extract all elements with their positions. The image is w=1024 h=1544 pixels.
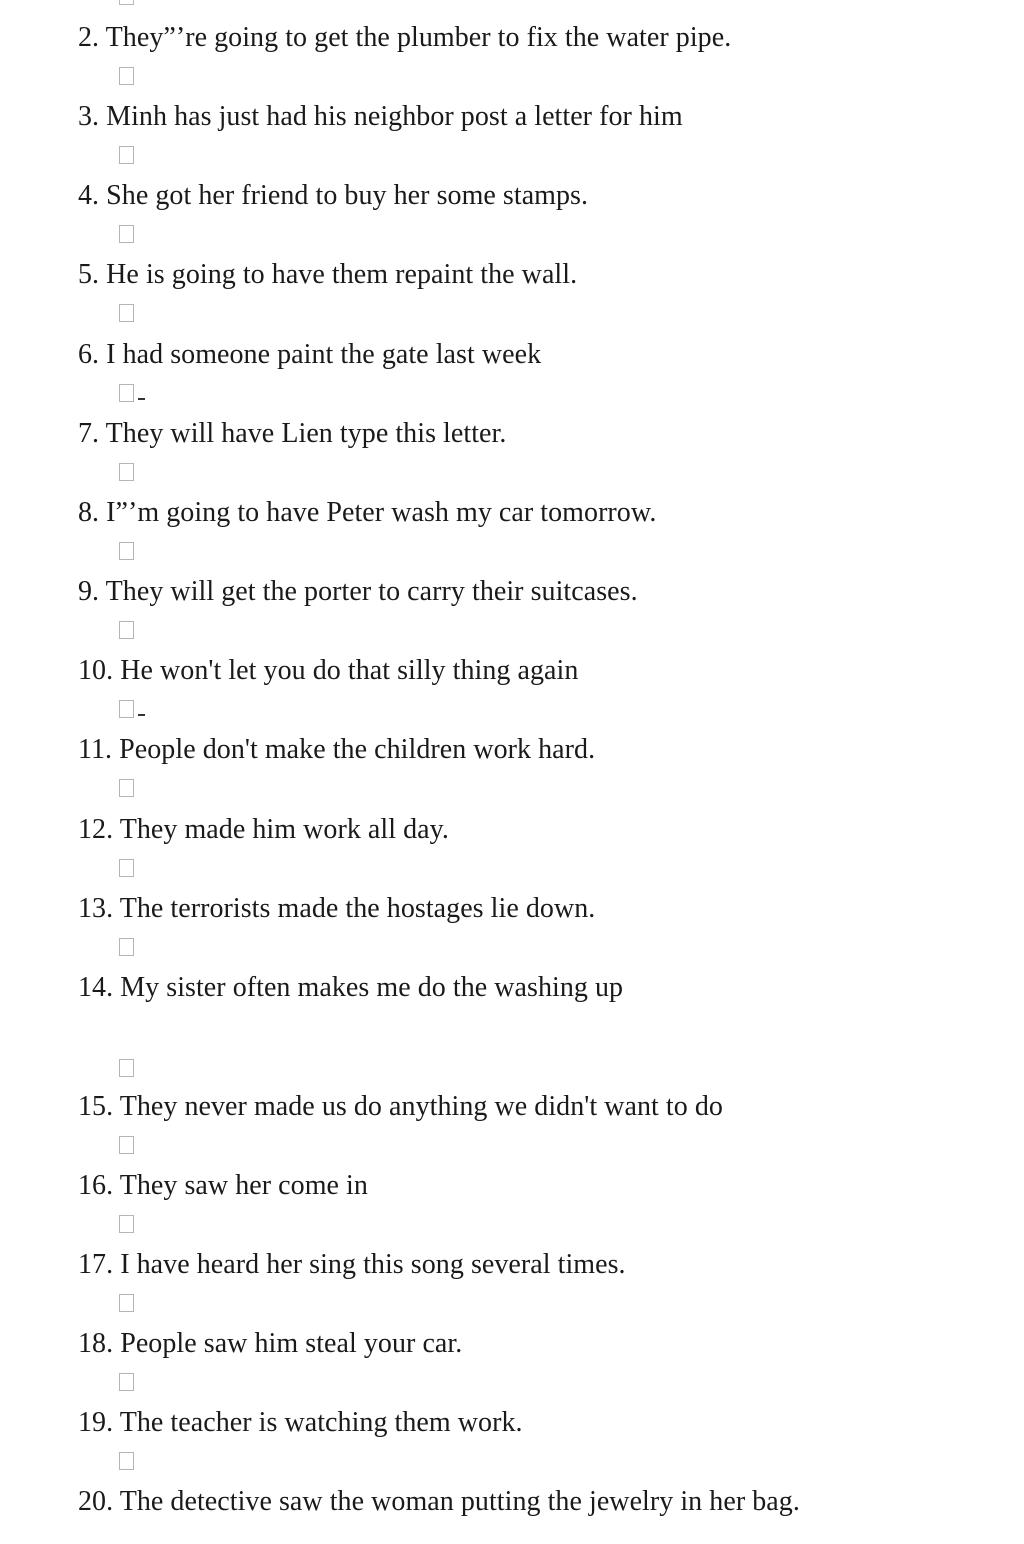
exercise-item (0, 1227, 1024, 1307)
exercise-item (0, 1464, 1024, 1544)
exercise-item (0, 1069, 1024, 1149)
item-sentence: 17. I have heard her sing this song several times. (78, 1249, 626, 1280)
exercise-item (0, 0, 1024, 80)
item-sentence: 5. He is going to have them repaint the wall. (78, 259, 578, 290)
item-sentence: 18. People saw him steal your car. (78, 1328, 463, 1359)
item-sentence: 2. They”’re going to get the plumber to fix the water pipe. (78, 22, 732, 53)
exercise-item (0, 1148, 1024, 1228)
item-sentence: 4. She got her friend to buy her some stamps. (78, 180, 589, 211)
item-sentence: 14. My sister often makes me do the washing up (78, 972, 624, 1003)
exercise-item (0, 396, 1024, 476)
exercise-item (0, 158, 1024, 238)
item-sentence: 11. People don't make the children work hard. (78, 734, 596, 765)
item-sentence: 7. They will have Lien type this letter. (78, 418, 507, 449)
item-sentence: 12. They made him work all day. (78, 814, 449, 845)
exercise-item (0, 475, 1024, 555)
item-sentence: 3. Minh has just had his neighbor post a letter for him (78, 101, 683, 132)
item-sentence: 15. They never made us do anything we didn't want to do (78, 1091, 723, 1122)
item-sentence: 8. I”’m going to have Peter wash my car tomorrow. (78, 497, 657, 528)
item-sentence: 10. He won't let you do that silly thing again (78, 655, 579, 686)
item-sentence: 16. They saw her come in (78, 1170, 368, 1201)
item-sentence: 6. I had someone paint the gate last week (78, 339, 542, 370)
item-sentence: 19. The teacher is watching them work. (78, 1407, 523, 1438)
exercise-item (0, 712, 1024, 792)
exercise-item (0, 871, 1024, 951)
item-sentence: 13. The terrorists made the hostages lie down. (78, 893, 596, 924)
exercise-item (0, 950, 1024, 1030)
exercise-item (0, 1306, 1024, 1386)
item-sentence: 9. They will get the porter to carry their suitcases. (78, 576, 638, 607)
exercise-item (0, 317, 1024, 397)
exercise-item (0, 554, 1024, 634)
exercise-item (0, 237, 1024, 317)
item-sentence: 20. The detective saw the woman putting the jewelry in her bag. (78, 1486, 800, 1517)
exercise-item (0, 633, 1024, 713)
exercise-item (0, 1385, 1024, 1465)
exercise-item (0, 79, 1024, 159)
exercise-item (0, 792, 1024, 872)
